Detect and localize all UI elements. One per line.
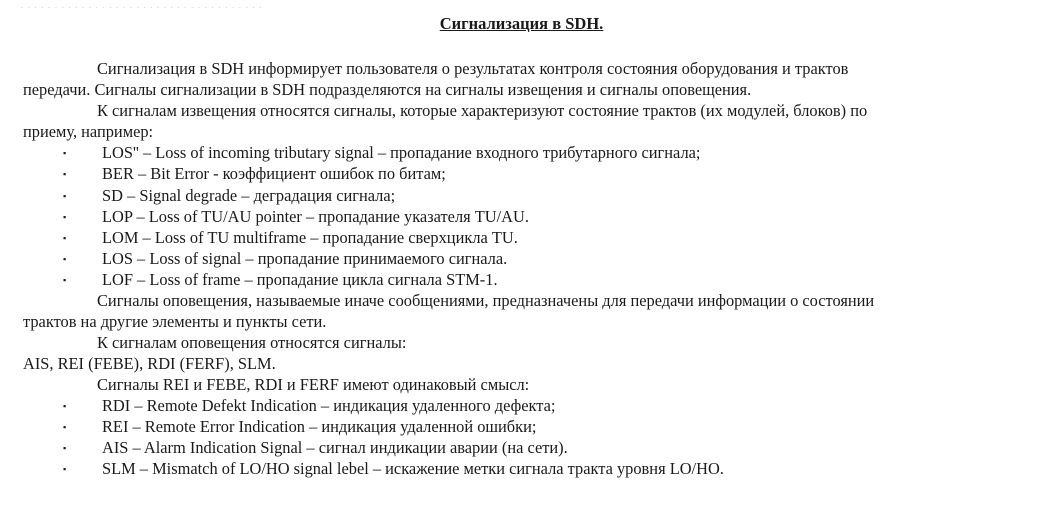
paragraph-line: К сигналам оповещения относятся сигналы: [97,333,407,352]
bullet-icon: ▪ [63,254,67,264]
bullet-icon: ▪ [63,191,67,201]
list-item-text: AIS – Alarm Indication Signal – сигнал индикации аварии (на сети). [102,438,568,457]
list-item-text: REI – Remote Error Indication – индикация удаленной ошибки; [102,417,537,436]
list-item-text: LOM – Loss of TU multiframe – пропадание сверхцикла TU. [102,228,518,247]
paragraph-line: К сигналам извещения относятся сигналы, которые характеризуют состояние трактов (их модулей, блоков) по [97,101,868,120]
paragraph-line: Сигнализация в SDH информирует пользователя о результатах контроля состояния оборудования и трактов [97,59,849,78]
list-item-text: SD – Signal degrade – деградация сигнала; [102,186,396,205]
paragraph-line: Сигналы REI и FEBE, RDI и FERF имеют одинаковый смысл: [97,375,530,394]
bullet-icon: ▪ [63,443,67,453]
bullet-icon: ▪ [63,233,67,243]
bullet-icon: ▪ [63,275,67,285]
bullet-icon: ▪ [63,169,67,179]
paragraph-line: приему, например: [23,122,154,141]
list-item-text: LOF – Loss of frame – пропадание цикла сигнала STM-1. [102,270,498,289]
paragraph-line: AIS, REI (FEBE), RDI (FERF), SLM. [23,354,276,373]
list-item-text: SLM – Mismatch of LO/HO signal lebel – искажение метки сигнала тракта уровня LO/HO. [102,459,724,478]
list-item-text: RDI – Remote Defekt Indication – индикация удаленного дефекта; [102,396,556,415]
bullet-icon: ▪ [63,464,67,474]
paragraph-line: Сигналы оповещения, называемые иначе сообщениями, предназначены для передачи информации о состоянии [97,291,875,310]
bullet-icon: ▪ [63,401,67,411]
list-item-text: LOP – Loss of TU/AU pointer – пропадание указателя TU/AU. [102,207,529,226]
list-item-text: LOS'' – Loss of incoming tributary signal – пропадание входного трибутарного сигнала; [102,143,701,162]
bleed-through-text: · · · · · · · · · · · · · · · · · · · · · · · · · · · · · · · · · · · · [20,2,263,14]
bullet-icon: ▪ [63,212,67,222]
paragraph-line: передачи. Сигналы сигнализации в SDH подразделяются на сигналы извещения и сигналы оповещения. [23,80,752,99]
paragraph-line: трактов на другие элементы и пункты сети. [23,312,327,331]
list-item-text: LOS – Loss of signal – пропадание принимаемого сигнала. [102,249,508,268]
bullet-icon: ▪ [63,148,67,158]
document-title: Сигнализация в SDH. [439,14,604,33]
bullet-icon: ▪ [63,422,67,432]
list-item-text: BER – Bit Error - коэффициент ошибок по битам; [102,164,446,183]
